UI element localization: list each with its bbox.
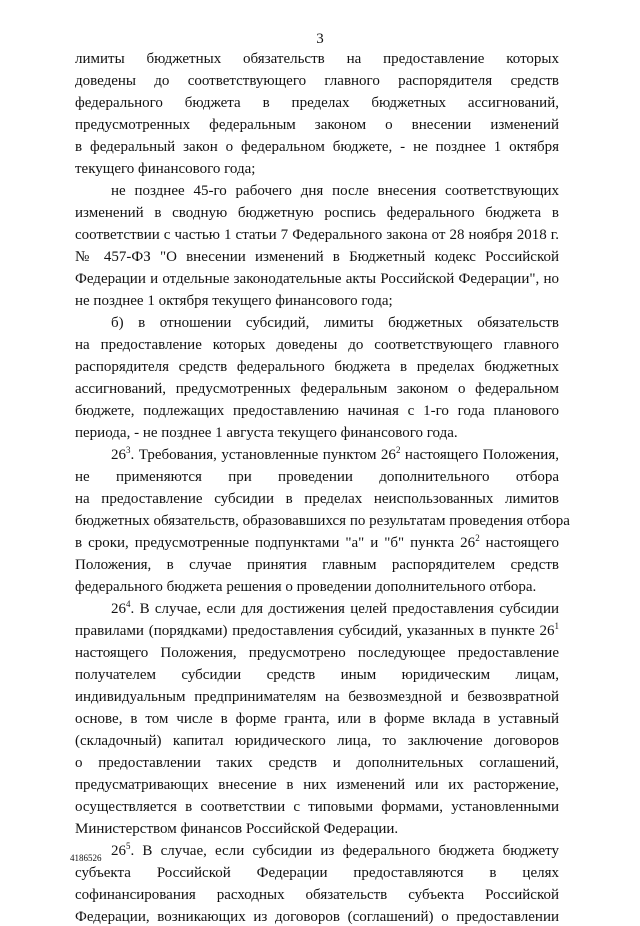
text-line: не позднее 45-го рабочего дня после внесения соответствующих	[111, 183, 559, 199]
text-line: не применяются при проведении дополнительного отбора	[75, 469, 559, 485]
text-line: софинансирования расходных обязательств субъекта Российской	[75, 887, 559, 903]
text-line: индивидуальным предпринимателям на безвозмездной и безвозвратной	[75, 689, 559, 705]
text-line: основе, в том числе в форме гранта, или в форме вклада в уставный	[75, 711, 559, 727]
text-line: не позднее 1 октября текущего финансового года;	[75, 293, 393, 309]
text-line: осуществляется в соответствии с типовыми формами, установленными	[75, 799, 559, 815]
text-line: предусматривающих внесение в них изменений или их расторжение,	[75, 777, 559, 793]
text-line: получателем субсидии средств иным юридическим лицам,	[75, 667, 559, 683]
text-line: доведены до соответствующего главного распорядителя средств	[75, 73, 559, 89]
text-line: федерального бюджета решения о проведении дополнительного отбора.	[75, 579, 537, 595]
text-line: $26^4$. В случае, если для достижения целей предоставления субсидии	[111, 599, 559, 617]
text-line: $26^5$. В случае, если субсидии из федерального бюджета бюджету	[111, 841, 559, 859]
text-line: настоящего Положения, предусмотрено последующее предоставление	[75, 645, 559, 661]
text-line: периода, - не позднее 1 августа текущего финансового года.	[75, 425, 458, 441]
text-line: Министерством финансов Российской Федерации.	[75, 821, 399, 837]
text-line: распорядителя средств федерального бюджета в пределах бюджетных	[75, 359, 559, 375]
page-number: 3	[316, 31, 324, 47]
text-line: в федеральный закон о федеральном бюджете, - не позднее 1 октября	[75, 139, 559, 155]
text-line: ассигнований, предусмотренных федеральным законом о федеральном	[75, 381, 559, 397]
text-line: на предоставление субсидии в пределах неиспользованных лимитов	[75, 491, 559, 507]
text-line: б) в отношении субсидий, лимиты бюджетных обязательств	[111, 315, 559, 331]
text-line: № 457-ФЗ "О внесении изменений в Бюджетный кодекс Российской	[75, 249, 559, 265]
document-id: 4186526	[70, 853, 102, 863]
text-line: на предоставление которых доведены до соответствующего главного	[75, 337, 559, 353]
text-line: федерального бюджета в пределах бюджетных ассигнований,	[75, 95, 559, 111]
text-line: правилами (порядками) предоставления субсидий, указанных в пункте $26^1$	[75, 621, 559, 639]
text-line: Федерации, возникающих из договоров (соглашений) о предоставлении	[75, 909, 559, 925]
text-line: Федерации и отдельные законодательные акты Российской Федерации", но	[75, 271, 559, 287]
text-line: Положения, в случае принятия главным распорядителем средств	[75, 557, 559, 573]
text-line: предусмотренных федеральным законом о внесении изменений	[75, 117, 559, 133]
text-line: о предоставлении таких средств и дополнительных соглашений,	[75, 755, 559, 771]
text-line: субъекта Российской Федерации предоставляются в целях	[75, 865, 559, 881]
text-line: в сроки, предусмотренные подпунктами "а" и "б" пункта $26^2$ настоящего	[75, 533, 559, 551]
text-line: соответствии с частью 1 статьи 7 Федерального закона от 28 ноября 2018 г.	[75, 227, 559, 243]
text-line: лимиты бюджетных обязательств на предоставление которых	[75, 51, 559, 67]
text-line: бюджете, подлежащих предоставлению начиная с 1-го года планового	[75, 403, 559, 419]
text-line: изменений в сводную бюджетную роспись федерального бюджета в	[75, 205, 559, 221]
text-line: $26^3$. Требования, установленные пунктом $26^2$ настоящего Положения,	[111, 445, 559, 463]
text-line: (складочный) капитал юридического лица, то заключение договоров	[75, 733, 559, 749]
text-line: бюджетных обязательств, образовавшихся по результатам проведения отбора	[75, 513, 570, 529]
text-line: текущего финансового года;	[75, 161, 256, 177]
